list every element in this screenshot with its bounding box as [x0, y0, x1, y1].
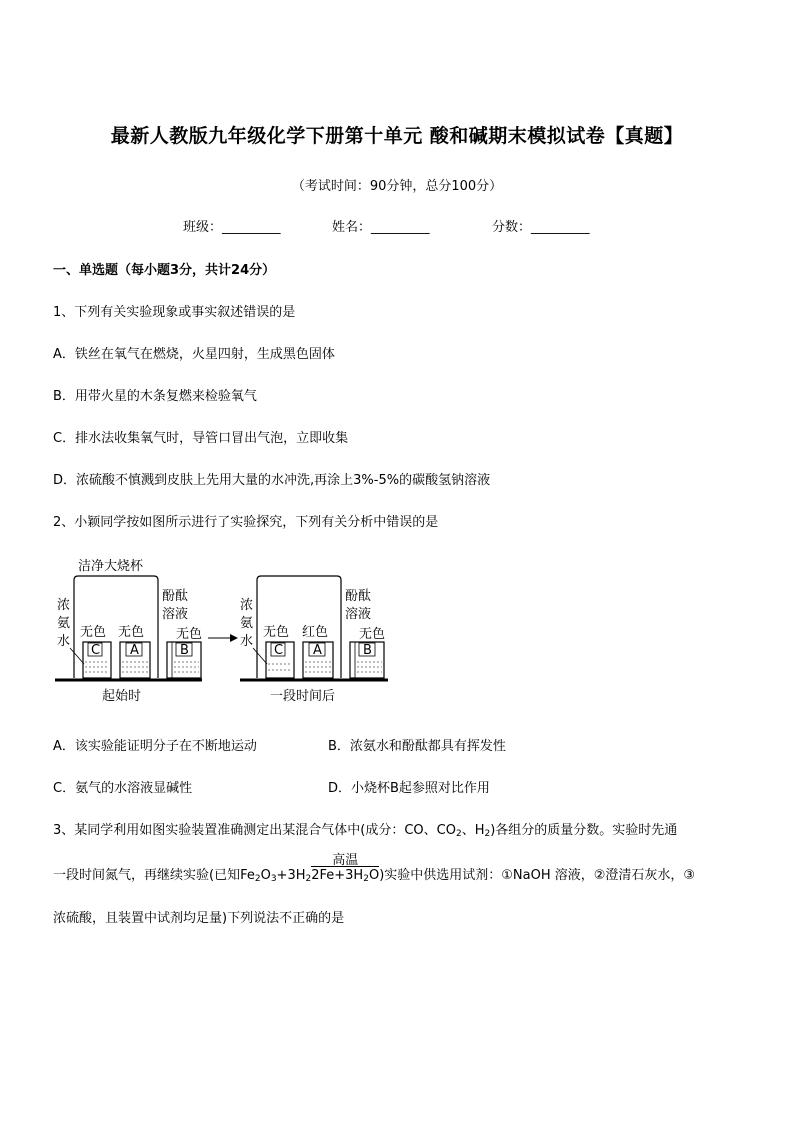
question-3-line-1: 3、某同学利用如图实验装置准确测定出某混合气体中(成分：CO、$CO_2$、$H_2$)各组分的质量分数。实验时先通	[53, 823, 678, 839]
caption-start: 起始时	[102, 689, 142, 704]
question-1-option-b: B．用带火星的木条复燃来检验氧气	[53, 389, 257, 404]
ammonia-label-3: 水	[57, 634, 71, 649]
question-1-stem: 1、下列有关实验现象或事实叙述错误的是	[53, 305, 296, 320]
beaker-c-color-start: 无色	[80, 625, 107, 640]
section-heading: 一、单选题（每小题3分，共计24分）	[53, 263, 276, 278]
svg-text:水: 水	[240, 634, 254, 649]
question-2-stem: 2、小颖同学按如图所示进行了实验探究，下列有关分析中错误的是	[53, 515, 439, 530]
beaker-b-label-start: B	[180, 643, 189, 658]
question-2-option-a: A．该实验能证明分子在不断地运动	[53, 739, 257, 754]
page-title: 最新人教版九年级化学下册第十单元 酸和碱期末模拟试卷【真题】	[110, 125, 684, 147]
beaker-b-label-after: B	[363, 643, 372, 658]
ammonia-label-1: 浓	[57, 598, 71, 613]
phenol-label-2: 溶液	[162, 607, 189, 622]
caption-after: 一段时间后	[270, 689, 336, 704]
svg-text:溶液: 溶液	[345, 607, 372, 622]
question-3-line-3: 浓硫酸，且装置中试剂均足量)下列说法不正确的是	[53, 911, 345, 926]
beaker-a-color-after: 红色	[302, 625, 329, 640]
beaker-c-label-after: C	[274, 643, 284, 658]
experiment-figure	[50, 552, 400, 712]
name-field: 姓名：_________	[332, 220, 430, 235]
big-beaker-label: 洁净大烧杯	[78, 559, 144, 574]
svg-text:酚酞: 酚酞	[345, 589, 372, 604]
beaker-c-label-start: C	[91, 643, 101, 658]
beaker-b-color-after: 无色	[359, 627, 386, 642]
phenol-label-1: 酚酞	[162, 589, 189, 604]
exam-time-note: （考试时间：90分钟，总分100分）	[291, 179, 503, 194]
svg-text:浓: 浓	[240, 598, 254, 613]
beaker-a-label-start: A	[130, 643, 139, 658]
question-1-option-d: D．浓硫酸不慎溅到皮肤上先用大量的水冲洗,再涂上3%-5%的碳酸氢钠溶液	[53, 473, 491, 488]
question-1-option-c: C．排水法收集氧气时，导管口冒出气泡，立即收集	[53, 431, 349, 446]
question-2-option-d: D．小烧杯B起参照对比作用	[328, 781, 490, 796]
ammonia-label-2: 氨	[57, 616, 71, 631]
beaker-a-color-start: 无色	[118, 625, 145, 640]
class-field: 班级：_________	[183, 220, 281, 235]
arrow-head	[230, 634, 238, 642]
question-3-line-2: 一段时间氮气，再继续实验(已知$Fe_2O_3+3H_2$ 高温 $2Fe+3H_2O$)实验中供选用试剂：①NaOH 溶液，②澄清石灰水，③	[53, 864, 695, 884]
question-2-option-c: C．氨气的水溶液显碱性	[53, 781, 193, 796]
question-2-option-b: B．浓氨水和酚酞都具有挥发性	[328, 739, 506, 754]
beaker-b-color-start: 无色	[176, 627, 203, 642]
question-1-option-a: A．铁丝在氧气在燃烧，火星四射，生成黑色固体	[53, 347, 335, 362]
score-field: 分数：_________	[492, 220, 590, 235]
beaker-c-color-after: 无色	[263, 625, 290, 640]
reaction-condition: 高温	[332, 853, 359, 868]
svg-text:氨: 氨	[240, 616, 254, 631]
beaker-a-label-after: A	[313, 643, 322, 658]
